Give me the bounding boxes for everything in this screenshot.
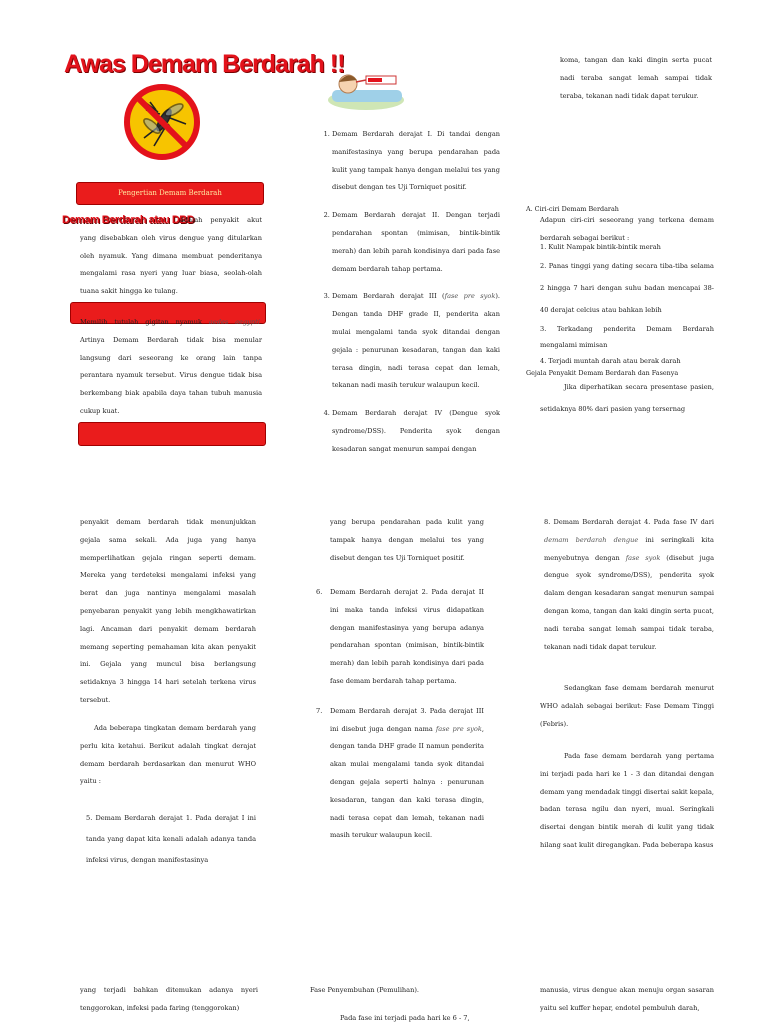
b-col1-text1: penyakit demam berdarah tidak menunjukkan gejala sama sekali. Ada juga yang hanya memperlihatkan gejala ringan seperti demam. Mereka yang terdeteksi mengalami infeksi yang berat dan juga nantinya mengalami masalah penyebaran penyakit yang lebih mengkhawatirkan lagi. Ancaman dari penyakit demam berdarah memang seperting pemahaman kita akan penyakit ini. Gejala yang muncul bisa berlangsung setidaknya 3 hingga 14 hari setelah terkena virus tersebut. <box>80 518 256 704</box>
col2-derajat-list <box>318 126 500 469</box>
list-item: 2. Panas tinggi yang dating secara tiba-tiba selama 2 hingga 7 hari dengan suhu badan mencapai 38-40 derajat celcius atau bahkan lebih <box>540 261 714 315</box>
c-col2-title: Fase Penyembuhan (Pemulihan). <box>310 986 420 994</box>
list-item: 7. Demam Berdarah derajat 3. Pada derajat III ini disebut juga dengan nama fase pre syok, dengan tanda DHF grade II namun penderita akan mulai mengalami tanda syok ditandai dengan gejala seperti halnya : penurunan kesadaran, tangan dan kaki terasa dingin, nadi terasa cepat dan lemah, tekanan nadi masih terukur walaupun kecil. <box>316 706 484 840</box>
list-item: 4. Terjadi muntah darah atau berak darah <box>540 357 681 366</box>
pengertian-banner <box>76 182 264 205</box>
b-col1-item5: 5. Demam Berdarah derajat 1. Pada derajat I ini tanda yang dapat kita kenali adalah adanya tanda infeksi virus, dengan manifestasinya <box>86 814 256 865</box>
transmission-text: Memilih tutulah gigitan nyamuk aedes aegypti. Artinya Demam Berdarah tidak bisa menular langsung dari seseorang ke orang lain tanpa perantara nyamuk tersebut. Virus dengue tidak bisa berkembang biak apabila daya tahan tubuh manusia cukup kuat. <box>80 318 262 415</box>
sick-person-illustration <box>326 60 410 112</box>
b-col1-text2: Ada beberapa tingkatan demam berdarah yang perlu kita ketahui. Berikut adalah tingkat derajat demam berdarah berdasarkan dan menurut WHO yaitu : <box>80 724 256 786</box>
gejala-text: Jika diperhatikan secara presentase pasien, setidaknya 80% dari pasien yang tersernag <box>540 383 714 414</box>
col3-top-text: koma, tangan dan kaki dingin serta pucat nadi teraba sangat lemah sampai tidak teraba, tekanan nadi tidak dapat terukur. <box>560 56 712 100</box>
list-item: 3. Demam Berdarah derajat III (fase pre syok). Dengan tanda DHF grade II, penderita akan mulai mengalami tanda syok ditandai dengan gejala : penurunan kesadaran, tangan dan kaki terasa dingin, nadi terasa cepat dan lemah, tekanan nadi masih terukur walaupun kecil. <box>332 288 500 395</box>
pengertian-banner-text: Pengertian Demam Berdarah <box>118 189 222 197</box>
b-col3-who: Sedangkan fase demam berdarah menurut WHO adalah sebagai berikut: Fase Demam Tinggi (Febris). <box>540 684 714 728</box>
list-item: 2. Demam Berdarah derajat II. Dengan terjadi pendarahan spontan (mimisan, bintik-bintik merah) dan lebih parah kondisinya dari pada fase demam berdarah tahap pertama. <box>332 207 500 278</box>
ciri-intro: Adapun ciri-ciri seseorang yang terkena demam berdarah sebagai berikut : <box>540 216 714 242</box>
list-item: 1. Demam Berdarah derajat I. Di tandai dengan manifestasinya yang berupa pendarahan pada kulit yang tampak hanya dengan melalui tes yang disebut dengan tes Uji Torniquet positif. <box>332 126 500 197</box>
ciri-heading: A. Ciri-ciri Demam Berdarah <box>526 205 619 213</box>
red-banner-3 <box>78 422 266 446</box>
list-item: 4. Demam Berdarah derajat IV (Dengue syok syndrome/DSS). Penderita syok dengan kesadaran sangat menurun sampai dengan <box>332 405 500 458</box>
b-col3-febris: Pada fase demam berdarah yang pertama ini terjadi pada hari ke 1 - 3 dan ditandai dengan demam yang mendadak tinggi disertai sakit kepala, badan terasa ngilu dan nyeri, mual. Seringkali disertai dengan bintik merah di kulit yang tidak hilang saat kulit diregangkan. Pada beberapa kasus <box>540 752 714 849</box>
b-col2-top: yang berupa pendarahan pada kulit yang tampak hanya dengan melalui tes yang disebut dengan tes Uji Torniquet positif. <box>330 518 484 562</box>
list-item: 1. Kulit Nampak bintik-bintik merah <box>540 243 661 251</box>
c-col2-text: Pada fase ini terjadi pada hari ke 6 - 7, <box>340 1014 470 1022</box>
b-col3-item8: 8. Demam Berdarah derajat 4. Pada fase IV dari demam berdarah dengue ini seringkali kita menyebutnya dengan fase syok (disebut juga dengue syok syndrome/DSS), penderita syok dalam dengan kesadaran sangat menurun sampai dengan koma, tangan dan kaki dingin serta pucat, nadi teraba sangat lemah sampai tidak teraba, tekanan nadi tidak dapat terukur. <box>544 518 714 651</box>
ciri-list <box>540 240 714 371</box>
list-item: 3. Terkadang penderita Demam Berdarah mengalami mimisan <box>540 324 714 349</box>
dbd-subtitle: Demam Berdarah atau DBD <box>62 214 195 226</box>
no-mosquito-icon <box>124 84 200 160</box>
b-col2-list <box>316 584 484 845</box>
dbd-definition: adalah penyakit akut yang disebabkan oleh virus dengue yang ditularkan oleh nyamuk. Yang dimana membuat penderitanya mengalami rasa nyeri yang luar biasa, seolah-olah tuana sakit hingga ke tulang. <box>80 216 262 296</box>
list-item: 6. Demam Berdarah derajat 2. Pada derajat II ini maka tanda infeksi virus didapatkan dengan manifestasinya yang berupa adanya pendarahan spontan (mimisan, bintik-bintik merah) dan lebih parah kondisinya dari pada fase demam berdarah tahap pertama. <box>316 588 484 685</box>
c-col1-text: yang terjadi bahkan ditemukan adanya nyeri tenggorokan, infeksi pada faring (tenggorokan) <box>80 986 258 1012</box>
c-col3-text: manusia, virus dengue akan menuju organ sasaran yaitu sel kuffer hepar, endotel pembuluh darah, <box>540 986 714 1012</box>
gejala-title: Gejala Penyakit Demam Berdarah dan Fasenya <box>526 369 679 377</box>
page-title: Awas Demam Berdarah !! <box>64 50 345 78</box>
